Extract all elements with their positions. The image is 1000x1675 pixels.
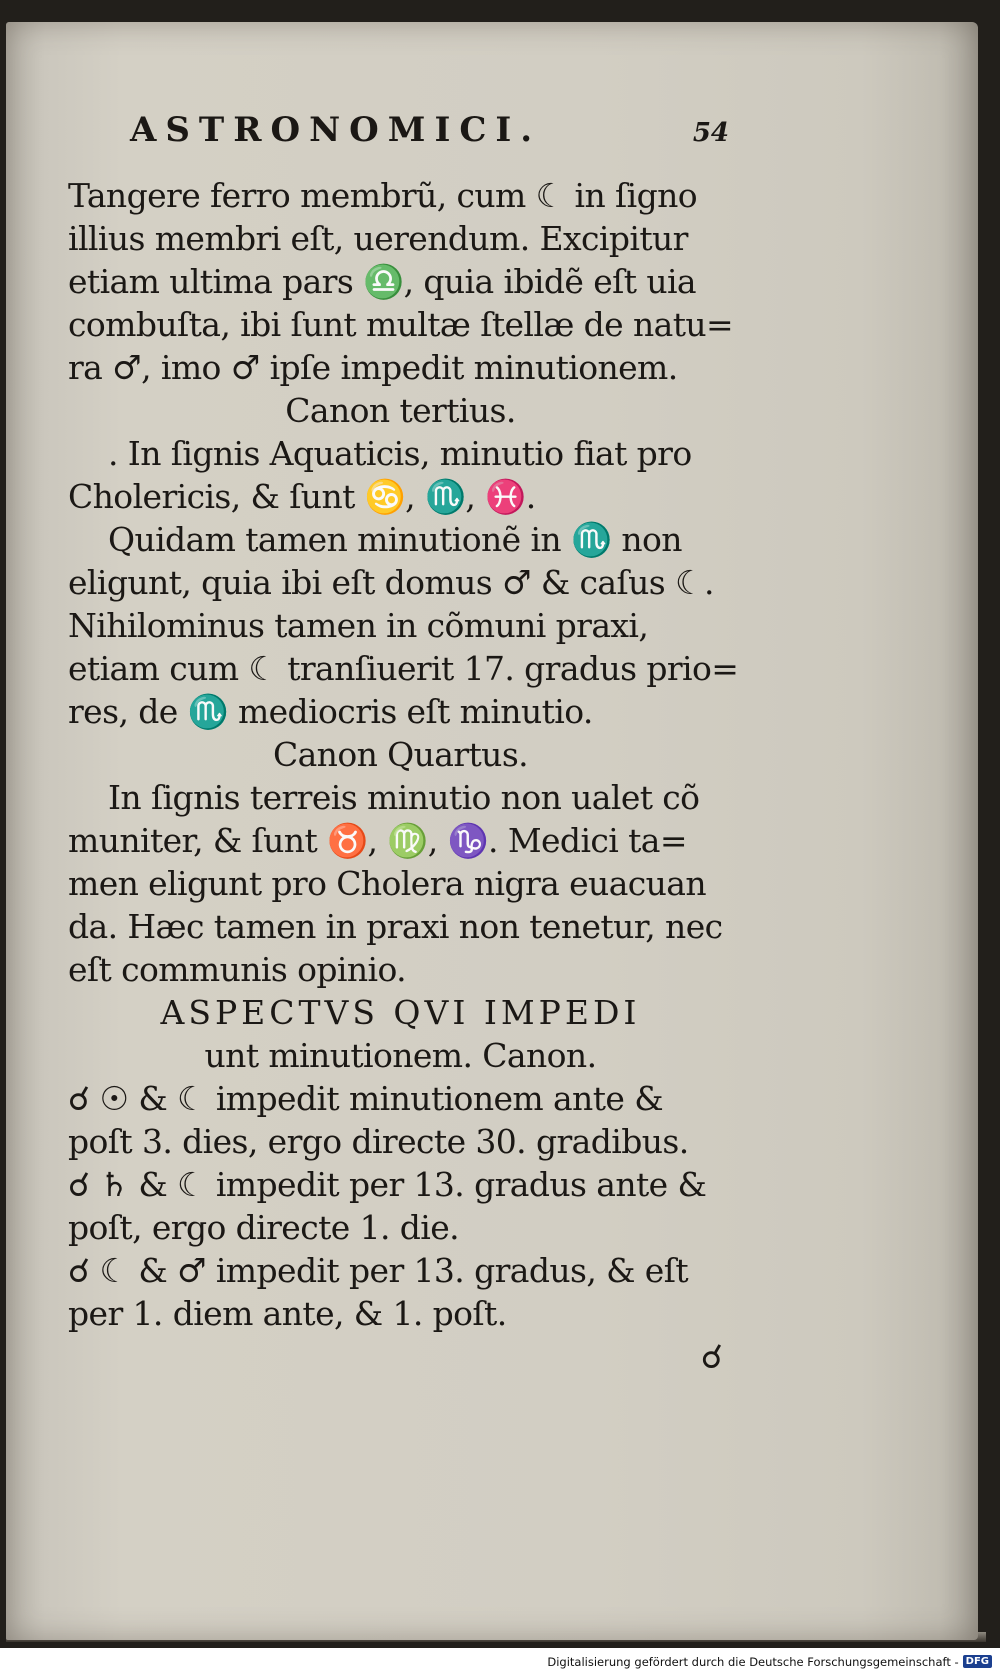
footer-credit: Digitalisierung gefördert durch die Deutsche Forschungsgemeinschaft - <box>547 1654 959 1669</box>
text-line: ra ♂, imo ♂ ipſe impedit minutionem. <box>68 348 678 387</box>
dfg-logo-icon: DFG <box>963 1655 992 1668</box>
text-line: Nihilominus tamen in cõmuni praxi, <box>68 606 649 645</box>
text-line: In ſignis terreis minutio non ualet cõ <box>108 778 700 817</box>
catchword: ☌ <box>700 1337 723 1376</box>
text-line: eſt communis opinio. <box>68 950 407 989</box>
text-line: per 1. diem ante, & 1. poſt. <box>68 1294 507 1333</box>
text-line: res, de ♏ mediocris eſt minutio. <box>68 692 593 731</box>
text-line: etiam cum ☾ tranſiuerit 17. gradus prio= <box>68 649 739 688</box>
text-line: poſt, ergo directe 1. die. <box>68 1208 460 1247</box>
text-line: ☌ ♄ & ☾ impedit per 13. gradus ante & <box>68 1165 707 1204</box>
section-heading: unt minutionem. Canon. <box>204 1036 597 1075</box>
text-line: Quidam tamen minutionẽ in ♏ non <box>108 520 682 559</box>
page-number: 54 <box>692 118 729 148</box>
text-line: . In ſignis Aquaticis, minutio fiat pro <box>108 434 692 473</box>
text-line: ☌ ☉ & ☾ impedit minutionem ante & <box>68 1079 663 1118</box>
text-line: etiam ultima pars ♎, quia ibidẽ eſt uia <box>68 262 696 301</box>
text-line: illius membri eſt, uerendum. Excipitur <box>68 219 688 258</box>
text-line: Tangere ferro membrũ, cum ☾ in ſigno <box>68 176 698 215</box>
text-line: combuſta, ibi ſunt multæ ſtellæ de natu= <box>68 305 734 344</box>
section-heading-caps: ASPECTVS QVI IMPEDI <box>160 993 641 1032</box>
running-title: ASTRONOMICI. <box>130 110 542 150</box>
digitization-footer <box>0 1648 1000 1675</box>
text-line: muniter, & ſunt ♉, ♍, ♑. Medici ta= <box>68 821 687 860</box>
text-line: Cholericis, & ſunt ♋, ♏, ♓. <box>68 477 536 516</box>
text-line: poſt 3. dies, ergo directe 30. gradibus. <box>68 1122 689 1161</box>
text-line: ☌ ☾ & ♂ impedit per 13. gradus, & eſt <box>68 1251 689 1290</box>
running-head <box>68 110 733 170</box>
text-line: eligunt, quia ibi eſt domus ♂ & caſus ☾. <box>68 563 714 602</box>
text-line: da. Hæc tamen in praxi non tenetur, nec <box>68 907 723 946</box>
text-block <box>68 110 739 1378</box>
text-line: men eligunt pro Cholera nigra euacuan <box>68 864 707 903</box>
section-heading: Canon Quartus. <box>272 735 529 774</box>
section-heading: Canon tertius. <box>285 391 516 430</box>
book-page <box>6 22 978 1640</box>
